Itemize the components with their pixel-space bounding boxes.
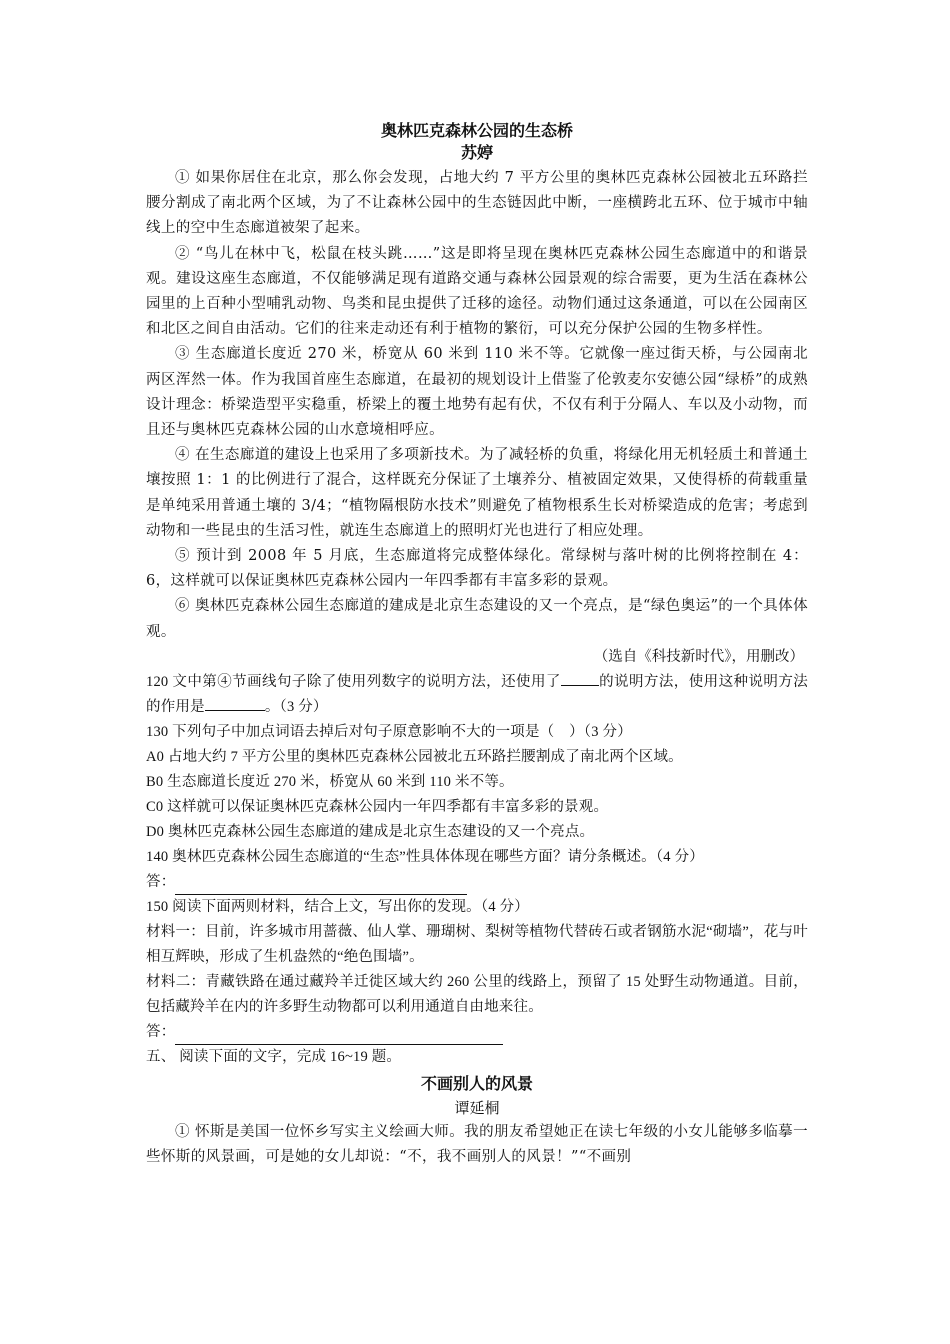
question-12-text-3: 。（3 分） (264, 698, 328, 715)
article2-paragraph-1: ① 怀斯是美国一位怀乡写实主义绘画大师。我的朋友希望她正在读七年级的小女儿能够多临摹一些怀斯的风景画，可是她的女儿却说：“不，我不画别人的风景！”“不画别 (146, 1123, 808, 1166)
answer-line-14[interactable] (175, 878, 467, 895)
answer-row-15 (146, 1020, 808, 1045)
document-page (146, 120, 808, 1170)
answer-line-15[interactable] (175, 1028, 503, 1045)
question-12-text-1: 120 文中第④节画线句子除了使用列数字的说明方法，还使用了 (146, 673, 561, 690)
article-title: 奥林匹克森林公园的生态桥 (380, 121, 573, 140)
paragraph-3: ③ 生态廊道长度近 270 米，桥宽从 60 米到 110 米不等。它就像一座过街天桥，与公园南北两区浑然一体。作为我国首座生态廊道，在最初的规划设计上借鉴了伦敦麦尔安德公园“绿桥”的成熟设计理念：桥梁造型平实稳重，桥梁上的覆土地势有起有伏，不仅有利于分隔人、车以及小动物，而且还与奥林匹克森林公园的山水意境相呼应。 (146, 346, 808, 439)
option-c: C0 这样就可以保证奥林匹克森林公园内一年四季都有丰富多彩的景观。 (146, 798, 609, 815)
option-a: A0 占地大约 7 平方公里的奥林匹克森林公园被北五环路拦腰割成了南北两个区域。 (146, 748, 683, 765)
paragraph-6: ⑥ 奥林匹克森林公园生态廊道的建成是北京生态建设的又一个亮点，是“绿色奥运”的一个具体体观。 (146, 598, 808, 640)
answer-blank-effect[interactable] (205, 696, 265, 711)
paragraph-5: ⑤ 预计到 2008 年 5 月底，生态廊道将完成整体绿化。常绿树与落叶树的比例将控制在 4：6，这样就可以保证奥林匹克森林公园内一年四季都有丰富多彩的景观。 (146, 548, 808, 590)
paragraph-4: ④ 在生态廊道的建设上也采用了多项新技术。为了减轻桥的负重，将绿化用无机轻质土和普通土壤按照 1：1 的比例进行了混合，这样既充分保证了土壤养分、植被固定效果，又使得桥的荷载重量是单纯采用普通土壤的 3/4；“植物隔根防水技术”则避免了植物根系生长对桥梁造成的危害；考虑到动物和一些昆虫的生活习性，就连生态廊道上的照明灯光也进行了相应处理。 (146, 447, 808, 539)
answer-label: 答： (146, 873, 176, 890)
question-14: 140 奥林匹克森林公园生态廊道的“生态”性具体体现在哪些方面？请分条概述。（4 分） (146, 848, 704, 865)
question-12 (146, 670, 808, 720)
question-13: 130 下列句子中加点词语去掉后对句子原意影响不大的一项是（ ）（3 分） (146, 723, 632, 740)
question-12-text-2: 的说明方法，使用这种说明方法的作用是 (146, 673, 808, 715)
option-b: B0 生态廊道长度近 270 米，桥宽从 60 米到 110 米不等。 (146, 773, 514, 790)
question-15: 150 阅读下面两则材料，结合上文，写出你的发现。（4 分） (146, 898, 529, 915)
article-source: （选自《科技新时代》，用删改） (593, 648, 804, 665)
material-2: 材料二：青藏铁路在通过藏羚羊迁徙区域大约 260 公里的线路上，预留了 15 处野生动物通道。目前，包括藏羚羊在内的许多野生动物都可以利用通道自由地来往。 (146, 973, 808, 1015)
paragraph-2: ② “鸟儿在林中飞，松鼠在枝头跳……”这是即将呈现在奥林匹克森林公园生态廊道中的和谐景观。建设这座生态廊道，不仅能够满足现有道路交通与森林公园景观的综合需要，更为生活在森林公园里的上百种小型哺乳动物、鸟类和昆虫提供了迁移的途径。动物们通过这条通道，可以在公园南区和北区之间自由活动。它们的往来走动还有利于植物的繁衍，可以充分保护公园的生物多样性。 (146, 245, 808, 338)
material-1: 材料一：目前，许多城市用蔷薇、仙人掌、珊瑚树、梨树等植物代替砖石或者钢筋水泥“砌墙”，花与叶相互辉映，形成了生机盎然的“绝色围墙”。 (146, 923, 808, 965)
option-d: D0 奥林匹克森林公园生态廊道的建成是北京生态建设的又一个亮点。 (146, 823, 595, 840)
answer-blank-method[interactable] (561, 671, 599, 686)
paragraph-1: ① 如果你居住在北京，那么你会发现，占地大约 7 平方公里的奥林匹克森林公园被北五环路拦腰分割成了南北两个区域，为了不让森林公园中的生态链因此中断，一座横跨北五环、位于城市中轴线上的空中生态廊道被架了起来。 (146, 170, 808, 237)
section-5-heading: 五、 阅读下面的文字，完成 16~19 题。 (146, 1048, 402, 1065)
article2-author: 谭延桐 (454, 1098, 500, 1117)
answer-row-14 (146, 870, 808, 895)
article2-title: 不画别人的风景 (420, 1073, 533, 1093)
answer-label: 答： (146, 1023, 176, 1040)
article-author: 苏婷 (460, 143, 493, 162)
